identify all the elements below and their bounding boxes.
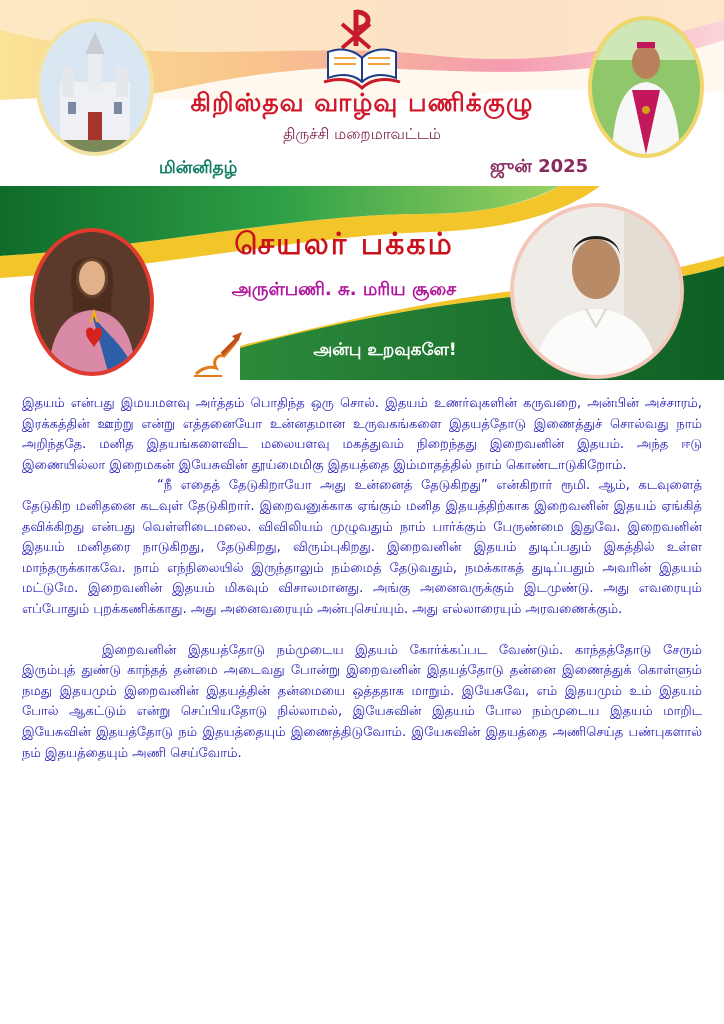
author-name: அருள்பணி. சு. மரிய சூசை (231, 279, 457, 300)
organization-title: கிறிஸ்தவ வாழ்வு பணிக்குழு (190, 88, 534, 117)
issue-date: ஜுன் 2025 (490, 156, 589, 177)
section-title: செயலர் பக்கம் (234, 227, 454, 262)
bishop-photo (588, 16, 704, 158)
diocese-subtitle: திருச்சி மறைமாவட்டம் (283, 125, 441, 143)
logo-chi-rho-icon (320, 6, 404, 92)
cathedral-photo (36, 18, 154, 156)
paragraph-intro: இதயம் என்பது இமயமளவு அர்த்தம் பொதிந்த ஒரு சொல். இதயம் உணர்வுகளின் கருவறை, அன்பின் அச்சாரம், இரக்கத்தின் ஊற்று என்று எத்தனையோ உன்னதமான உருவகங்களை இதயத்தோடு இணைத்துச் சொல்வது நாம் அறிந்ததே. மனித இதயங்களைவிட மலையளவு மகத்துவம் நிறைந்தது இறைவனின் இதயம். அந்த ஈடு இணையில்லா இறைமகன் இயேசுவின் தூய்மைமிகு இதயத்தை இம்மாதத்தில் நாம் கொண்டாடுகிறோம். (22, 396, 702, 473)
paragraph-union: இறைவனின் இதயத்தோடு நம்முடைய இதயம் கோர்க்கப்பட வேண்டும். காந்தத்தோடு சேரும் இரும்புத் துண்டு காந்தத் தன்மை அடைவது போன்று இறைவனின் இதயத்தோடு தன்னை இணைத்துக் கொள்ளும் நமது இதயமும் இறைவனின் இதயத்தின் தன்மையை ஒத்ததாக மாறும். இயேசுவே, எம் இதயமும் உம் இதயம் போல் ஆகட்டும் என்று செப்பியதோடு நில்லாமல், இயேசுவின் இதயம் போல நம்முடைய இதயம் மாறிட இயேசுவின் இதயத்தோடு நம் இதயத்தையும் இணைத்திடுவோம். இயேசுவின் இதயத்தை அணிசெய்த பண்புகளால் நம் இதயத்தையும் அணி செய்வோம். (22, 642, 702, 761)
priest-photo (510, 203, 684, 379)
sacred-heart-image (30, 228, 154, 376)
pen-hand-icon (192, 330, 244, 378)
e-magazine-label: மின்னிதழ் (159, 158, 238, 178)
greeting-text: அன்பு உறவுகளே! (313, 340, 457, 360)
paragraph-search: “நீ எதைத் தேடுகிறாயோ அது உன்னைத் தேடுகிறது” என்கிறார் ரூமி. ஆம், கடவுளைத் தேடுகிற மனிதனை கடவுள் தேடுகிறார். இறைவனுக்காக ஏங்கும் மனித இதயத்திற்காக இறைவனின் இதயம் ஏங்கித் தவிக்கிறது என்பது வெள்ளிடைமலை. விவிலியம் முழுவதும் நாம் பார்க்கும் பேருண்மை இதுவே. இறைவனின் இதயம் மனிதரை நாடுகிறது, தேடுகிறது, விரும்புகிறது. இறைவனின் இதயம் துடிப்பதும் இகத்தில் உள்ள மாந்தருக்காகவே. நாம் எந்நிலையில் இருந்தாலும் நம்மைத் தேடுவதும், நமக்காகத் துடிப்பதும் அவரின் இதயம் மட்டுமே. இறைவனின் இதயம் மிகவும் விசாலமானது. அங்கு அனைவருக்கும் இடமுண்டு. அது எவரையும் எப்போதும் புறக்கணிக்காது. அது அனைவரையும் அன்புசெய்யும். அது எல்லாரையும் அரவணைக்கும். (22, 478, 702, 617)
article-body (22, 394, 702, 764)
